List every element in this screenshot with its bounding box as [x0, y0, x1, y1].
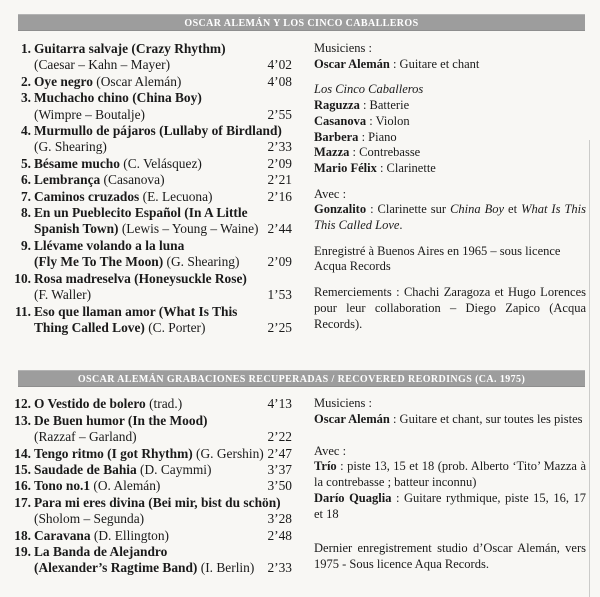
track-title — [31, 413, 258, 446]
track-title-line — [34, 205, 258, 221]
track-duration: 2’55 — [267, 106, 292, 122]
section2-notes — [314, 396, 586, 576]
track-row — [10, 544, 292, 577]
track-title — [31, 156, 258, 172]
text-run: : Piano — [358, 129, 397, 144]
track-row — [10, 172, 292, 188]
section1-title: OSCAR ALEMÁN Y LOS CINCO CABALLEROS — [184, 18, 419, 29]
text-run: Enregistré à Buenos Aires en 1965 – sous licence Acqua Records — [314, 243, 561, 274]
track-row — [10, 478, 292, 494]
track-number: 8. — [20, 205, 31, 221]
track-title — [31, 396, 258, 412]
track-row — [10, 123, 292, 156]
track-title-line — [34, 189, 258, 205]
track-number: 15. — [14, 461, 31, 477]
section1-notes — [314, 41, 586, 336]
track-title — [31, 528, 258, 544]
track-credit: (Wimpre – Boutalje) — [34, 106, 146, 122]
text-run: et — [504, 202, 522, 217]
track-title-main: Rosa madreselva (Honeysuckle Rose) — [34, 270, 247, 286]
track-row — [10, 495, 292, 528]
track-duration: 2’33 — [267, 560, 292, 576]
track-title-main: Caravana — [34, 527, 91, 543]
track-title-main: (Alexander’s Ragtime Band) — [34, 560, 198, 576]
track-number: 7. — [20, 188, 31, 204]
track-duration: 2’48 — [267, 527, 292, 543]
scan-artifact-line — [589, 140, 590, 597]
text-run: Avec : — [314, 443, 347, 458]
note-paragraph — [314, 412, 586, 428]
track-duration: 2’44 — [267, 221, 292, 237]
track-duration: 2’16 — [267, 188, 292, 204]
track-title-main: Tono no.1 — [34, 478, 91, 494]
track-title-line — [34, 107, 258, 123]
track-title — [31, 238, 258, 271]
text-run: Musiciens : — [314, 41, 372, 55]
track-title-main: (Fly Me To The Moon) — [34, 254, 164, 270]
track-credit: (Razzaf – Garland) — [34, 429, 137, 445]
track-title-line — [34, 511, 258, 527]
track-title-main: En un Pueblecito Español (In A Little — [34, 205, 248, 221]
track-title-line — [34, 320, 258, 336]
track-title-line — [34, 544, 258, 560]
track-title-line — [34, 304, 258, 320]
track-credit: (D. Ellington) — [90, 527, 170, 543]
track-row — [10, 446, 292, 462]
text-run: : Guitare et chant, sur toutes les pistes — [389, 412, 583, 427]
text-run: Casanova — [314, 113, 367, 128]
track-title-main: Saudade de Bahia — [34, 461, 137, 477]
text-run: What Is This This Called Love — [314, 202, 586, 233]
text-run: Barbera — [314, 129, 359, 144]
text-run: : Guitare et chant — [389, 56, 480, 71]
track-credit: (O. Alemán) — [90, 478, 161, 494]
track-number: 19. — [14, 543, 31, 559]
track-title — [31, 544, 258, 577]
track-title — [31, 172, 258, 188]
track-title-main: O Vestido de bolero — [34, 396, 146, 412]
track-title-line — [34, 560, 258, 576]
text-run: : Violon — [366, 113, 410, 128]
track-title-line — [34, 123, 282, 139]
track-row — [10, 156, 292, 172]
track-title-main: Guitarra salvaje (Crazy Rhythm) — [34, 41, 226, 56]
track-credit: (G. Gershin) — [192, 445, 264, 461]
track-credit: (C. Velásquez) — [119, 155, 202, 171]
section2-title: OSCAR ALEMÁN GRABACIONES RECUPERADAS / RECOVERED REORDINGS (CA. 1975) — [77, 374, 526, 386]
text-run: Mario Félix — [314, 160, 377, 175]
track-title-line — [34, 528, 258, 544]
track-credit: (Sholom – Segunda) — [34, 511, 145, 527]
track-title-line — [34, 478, 258, 494]
track-title-main: Bésame mucho — [34, 155, 120, 171]
track-credit: (D. Caymmi) — [136, 461, 212, 477]
text-run: Los Cinco Caballeros — [314, 82, 424, 97]
track-title-main: La Banda de Alejandro — [34, 543, 168, 559]
track-number: 4. — [20, 123, 31, 139]
track-title-main: Spanish Town) — [34, 221, 119, 237]
track-row — [10, 413, 292, 446]
text-run: : Contrebasse — [349, 145, 421, 160]
track-duration: 4’13 — [267, 396, 292, 412]
track-row — [10, 74, 292, 90]
text-run: Gonzalito — [314, 202, 367, 217]
track-title — [31, 90, 258, 123]
section1-body — [0, 41, 600, 336]
track-credit: (G. Shearing) — [163, 254, 240, 270]
track-title-main: Eso que llaman amor (What Is This — [34, 303, 238, 319]
track-title-line — [34, 413, 258, 429]
track-number: 5. — [20, 155, 31, 171]
track-title-line — [34, 57, 258, 73]
note-paragraph — [314, 57, 586, 73]
track-number: 3. — [20, 90, 31, 106]
track-row — [10, 462, 292, 478]
text-run: Trío — [314, 459, 337, 474]
track-duration: 3’28 — [267, 511, 292, 527]
track-title-main: Oye negro — [34, 73, 93, 89]
track-credit: (Caesar – Kahn – Mayer) — [34, 57, 171, 73]
track-title-line — [34, 494, 281, 511]
track-title-main: Tengo ritmo (I got Rhythm) — [34, 445, 193, 461]
track-credit: (G. Shearing) — [34, 139, 107, 155]
track-number: 18. — [14, 527, 31, 543]
track-title-line — [34, 238, 258, 254]
text-run: Darío Quaglia — [314, 490, 392, 505]
track-credit: (trad.) — [145, 396, 183, 412]
note-paragraph — [314, 396, 586, 412]
text-run: Remerciements : Chachi Zaragoza et Hugo Lorences pour leur collaboration – Diego Zapico (Acqua Records). — [314, 285, 586, 331]
track-title-line — [34, 271, 258, 287]
section2-header-bar — [18, 370, 585, 387]
track-number: 14. — [14, 445, 31, 461]
text-run: Dernier enregistrement studio d’Oscar Alemán, vers 1975 - Sous licence Aqua Records. — [314, 541, 586, 571]
text-run: . — [399, 218, 403, 233]
track-credit: (E. Lecuona) — [139, 188, 213, 204]
track-title — [31, 205, 258, 238]
track-title-main: De Buen humor (In the Mood) — [34, 412, 208, 428]
track-title — [31, 445, 264, 462]
track-duration: 2’33 — [267, 139, 292, 155]
note-paragraph — [314, 41, 586, 57]
track-number: 6. — [20, 172, 31, 188]
track-title — [31, 189, 258, 205]
track-title-main: Para mi eres divina (Bei mir, bist du schön) — [34, 494, 281, 510]
section1-header-bar — [18, 14, 585, 31]
text-run: : Batterie — [359, 98, 410, 113]
track-duration: 3’37 — [267, 461, 292, 477]
track-title — [31, 271, 258, 304]
section2-body — [0, 396, 600, 576]
text-run: : Guitare rythmique, piste 15, 16, 17 et 18 — [314, 490, 586, 521]
track-title-line — [34, 462, 258, 478]
track-title-line — [34, 221, 258, 237]
note-paragraph — [314, 187, 586, 203]
track-credit: (Lewis – Young – Waine) — [118, 221, 259, 237]
track-title — [31, 74, 258, 90]
track-title-main: Lembrança — [34, 172, 101, 188]
track-title — [31, 41, 258, 74]
track-title-main: Llévame volando a la luna — [34, 237, 185, 253]
text-run: Raguzza — [314, 98, 360, 113]
track-number: 9. — [20, 237, 31, 253]
track-row — [10, 90, 292, 123]
note-paragraph — [314, 491, 586, 522]
note-paragraph — [314, 130, 586, 146]
track-title-line — [34, 429, 258, 445]
track-duration: 2’47 — [267, 445, 292, 461]
note-paragraph — [314, 98, 586, 114]
track-title-line — [34, 445, 264, 462]
track-title-line — [34, 172, 258, 188]
track-number: 11. — [15, 303, 31, 319]
track-credit: (Casanova) — [100, 172, 165, 188]
track-title-line — [34, 41, 258, 57]
track-title-line — [34, 287, 258, 303]
track-number: 12. — [14, 396, 31, 412]
track-title-main: Thing Called Love) — [34, 319, 145, 335]
track-row — [10, 396, 292, 412]
track-credit: (Oscar Alemán) — [92, 73, 182, 89]
track-number: 17. — [14, 494, 31, 510]
track-number: 1. — [20, 41, 31, 56]
text-run: Oscar Alemán — [314, 56, 390, 71]
track-number: 13. — [14, 412, 31, 428]
text-run: Avec : — [314, 186, 347, 201]
section2-track-list — [10, 396, 292, 576]
note-paragraph — [314, 145, 586, 161]
track-title — [31, 304, 258, 337]
track-duration: 2’21 — [267, 172, 292, 188]
track-row — [10, 205, 292, 238]
section1-track-list — [10, 41, 292, 336]
track-duration: 4’08 — [267, 73, 292, 89]
track-duration: 2’09 — [267, 254, 292, 270]
note-paragraph — [314, 202, 586, 233]
track-row — [10, 304, 292, 337]
note-paragraph — [314, 82, 586, 98]
track-duration: 2’09 — [267, 155, 292, 171]
track-title — [31, 478, 258, 494]
note-paragraph — [314, 244, 586, 275]
track-title-line — [34, 139, 258, 155]
note-paragraph — [314, 161, 586, 177]
track-row — [10, 528, 292, 544]
track-number: 10. — [14, 270, 31, 286]
text-run: Musiciens : — [314, 396, 372, 411]
track-row — [10, 189, 292, 205]
track-title-line — [34, 74, 258, 90]
track-number: 16. — [14, 478, 31, 494]
track-duration: 1’53 — [267, 287, 292, 303]
track-duration: 3’50 — [267, 478, 292, 494]
track-duration: 2’25 — [267, 319, 292, 335]
note-paragraph — [314, 541, 586, 572]
text-run: : Clarinette sur — [366, 202, 451, 217]
text-run: : piste 13, 15 et 18 (prob. Alberto ‘Tito’ Mazza à la contrebasse ; batteur inconnu) — [314, 459, 586, 490]
note-paragraph — [314, 285, 586, 332]
track-number: 2. — [20, 73, 31, 89]
text-run: Mazza — [314, 145, 350, 160]
text-run: Oscar Alemán — [314, 412, 390, 427]
track-row — [10, 271, 292, 304]
text-run: : Clarinette — [376, 160, 436, 175]
note-paragraph — [314, 459, 586, 490]
track-title-main: Murmullo de pájaros (Lullaby of Birdland) — [34, 123, 282, 139]
track-title-line — [34, 254, 258, 270]
track-row — [10, 238, 292, 271]
track-title-line — [34, 396, 258, 412]
track-credit: (I. Berlin) — [197, 560, 255, 576]
note-paragraph — [314, 114, 586, 130]
track-credit: (F. Waller) — [34, 287, 92, 303]
track-duration: 2’22 — [267, 429, 292, 445]
track-title-main: Caminos cruzados — [34, 188, 140, 204]
track-title-line — [34, 90, 258, 106]
track-title — [31, 462, 258, 478]
track-title-line — [34, 156, 258, 172]
track-credit: (C. Porter) — [144, 319, 206, 335]
track-row — [10, 41, 292, 74]
track-duration: 4’02 — [267, 57, 292, 73]
text-run: China Boy — [450, 202, 505, 217]
note-paragraph — [314, 444, 586, 460]
track-title-main: Muchacho chino (China Boy) — [34, 90, 202, 106]
